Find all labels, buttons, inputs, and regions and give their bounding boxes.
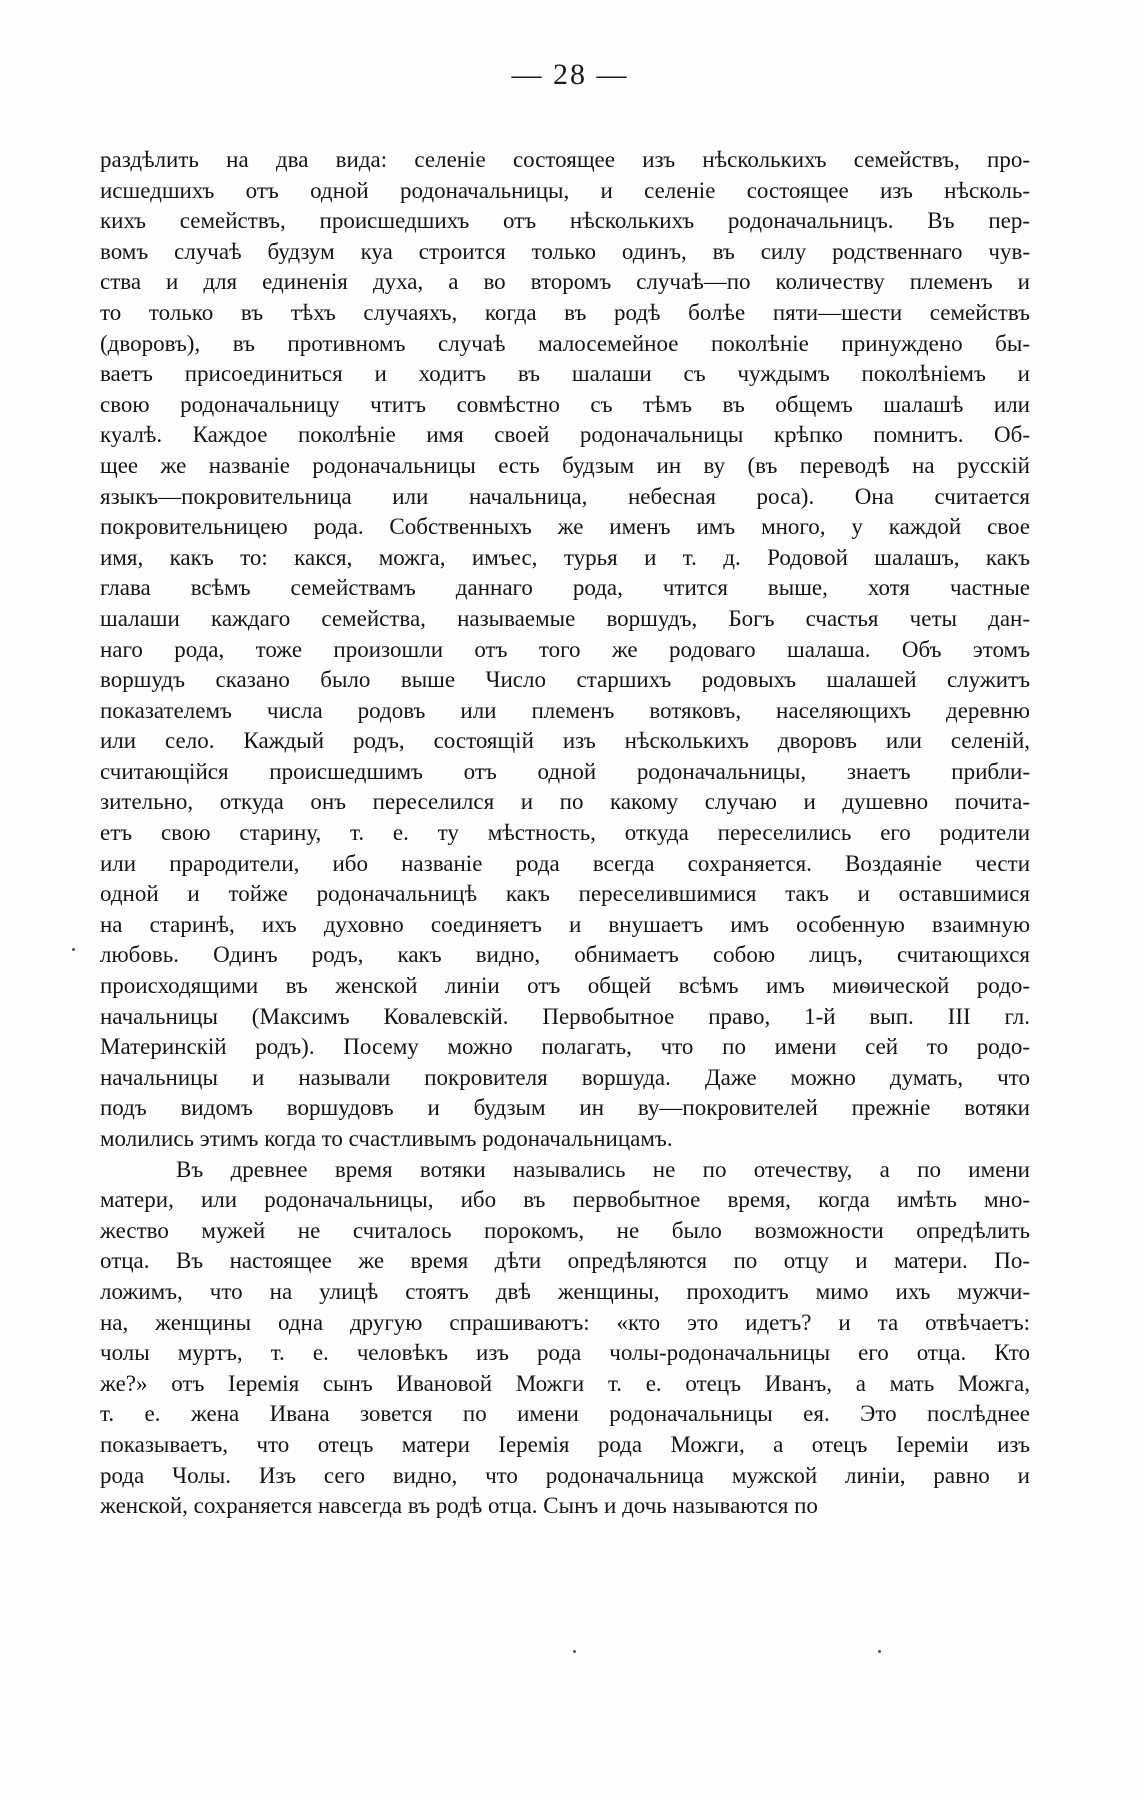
text-line: на старинѣ, ихъ духовно соединяетъ и внушаетъ имъ особенную взаимную	[100, 911, 1030, 937]
text-line: имя, какъ то: какся, можга, имъес, турья и т. д. Родовой шалашъ, какъ	[100, 544, 1030, 570]
text-line: исшедшихъ отъ одной родоначальницы, и селеніе состоящее изъ нѣсколь-	[100, 177, 1030, 203]
text-line: женской, сохраняется навсегда въ родѣ отца. Сынъ и дочь называются по	[100, 1493, 818, 1519]
text-line: ложимъ, что на улицѣ стоятъ двѣ женщины, проходитъ мимо ихъ мужчи-	[100, 1278, 1030, 1304]
text-line: подъ видомъ воршудовъ и будзым ин ву—покровителей прежніе вотяки	[100, 1095, 1030, 1121]
text-line: показателемъ числа родовъ или племенъ вотяковъ, населяющихъ деревню	[100, 697, 1030, 723]
text-line: зительно, откуда онъ переселился и по какому случаю и душевно почита-	[100, 789, 1030, 815]
print-speck	[72, 948, 75, 951]
text-line: же?» отъ Іеремія сынъ Ивановой Можги т. е. отецъ Иванъ, а мать Можга,	[100, 1370, 1030, 1396]
text-line: любовь. Одинъ родъ, какъ видно, обнимаетъ собою лицъ, считающихся	[100, 942, 1030, 968]
paragraph-1	[100, 145, 1030, 1155]
text-line: Въ древнее время вотяки назывались не по отечеству, а по имени	[176, 1156, 1030, 1182]
text-line: происходящими въ женской линіи отъ общей всѣмъ имъ миѳической родо-	[100, 973, 1030, 999]
text-line: матери, или родоначальницы, ибо въ первобытное время, когда имѣть мно-	[100, 1187, 1030, 1213]
text-line: свою родоначальницу чтитъ совмѣстно съ тѣмъ въ общемъ шалашѣ или	[100, 391, 1030, 417]
text-line: ваетъ присоединиться и ходитъ въ шалаши съ чуждымъ поколѣніемъ и	[100, 361, 1030, 387]
text-line: раздѣлить на два вида: селеніе состоящее изъ нѣсколькихъ семействъ, про-	[100, 147, 1030, 172]
text-line: считающійся происшедшимъ отъ одной родоначальницы, знаетъ прибли-	[100, 758, 1030, 784]
paragraph-2	[100, 1155, 1030, 1522]
text-line: или прародители, ибо названіе рода всегда сохраняется. Воздаяніе чести	[100, 850, 1030, 876]
text-line: показываетъ, что отецъ матери Іеремія рода Можги, а отецъ Іереміи изъ	[100, 1431, 1030, 1457]
text-line: воршудъ сказано было выше Число старшихъ родовыхъ шалашей служитъ	[100, 667, 1030, 693]
text-line: наго рода, тоже произошли отъ того же родоваго шалаша. Объ этомъ	[100, 636, 1030, 662]
text-line: етъ свою старину, т. е. ту мѣстность, откуда переселились его родители	[100, 820, 1030, 846]
text-line: шалаши каждаго семейства, называемые воршудъ, Богъ счастья четы дан-	[100, 605, 1030, 631]
text-line: на, женщины одна другую спрашиваютъ: «кто это идетъ? и та отвѣчаетъ:	[100, 1309, 1030, 1335]
print-speck	[878, 1650, 881, 1653]
text-line: рода Чолы. Изъ сего видно, что родоначальница мужской линіи, равно и	[100, 1462, 1030, 1488]
body-text	[100, 145, 1030, 1522]
text-line: вомъ случаѣ будзум куа строится только одинъ, въ силу родственнаго чув-	[100, 238, 1030, 264]
text-line: начальницы и называли покровителя воршуда. Даже можно думать, что	[100, 1064, 1030, 1090]
text-line: молились этимъ когда то счастливымъ родоначальницамъ.	[100, 1126, 673, 1151]
text-line: языкъ—покровительница или начальница, небесная роса). Она считается	[100, 483, 1030, 509]
text-line: отца. Въ настоящее же время дѣти опредѣляются по отцу и матери. По-	[100, 1248, 1030, 1274]
text-line: начальницы (Максимъ Ковалевскій. Первобытное право, 1-й вып. III гл.	[100, 1003, 1030, 1029]
page-number: — 28 —	[511, 58, 629, 91]
text-line: (дворовъ), въ противномъ случаѣ малосемейное поколѣніе принуждено бы-	[100, 330, 1030, 356]
text-line: то только въ тѣхъ случаяхъ, когда въ родѣ болѣе пяти—шести семействъ	[100, 299, 1030, 325]
text-line: глава всѣмъ семействамъ даннаго рода, чтится выше, хотя частные	[100, 575, 1030, 601]
text-line: покровительницею рода. Собственныхъ же именъ имъ много, у каждой свое	[100, 514, 1030, 540]
text-line: ства и для единенія духа, а во второмъ случаѣ—по количеству племенъ и	[100, 269, 1030, 295]
text-line: кихъ семействъ, происшедшихъ отъ нѣсколькихъ родоначальницъ. Въ пер-	[100, 208, 1030, 234]
text-line: Материнскій родъ). Посему можно полагать, что по имени сей то родо-	[100, 1034, 1030, 1060]
text-line: или село. Каждый родъ, состоящій изъ нѣсколькихъ дворовъ или селеній,	[100, 728, 1030, 754]
text-line: куалѣ. Каждое поколѣніе имя своей родоначальницы крѣпко помнитъ. Об-	[100, 422, 1030, 448]
text-line: жество мужей не считалось порокомъ, не было возможности опредѣлить	[100, 1217, 1030, 1243]
text-line: одной и тойже родоначальницѣ какъ переселившимися такъ и оставшимися	[100, 881, 1030, 907]
text-line: чолы муртъ, т. е. человѣкъ изъ рода чолы-родоначальницы его отца. Кто	[100, 1340, 1030, 1366]
print-speck	[573, 1650, 576, 1653]
text-line: т. е. жена Ивана зовется по имени родоначальницы ея. Это послѣднее	[100, 1401, 1030, 1427]
text-line: щее же названіе родоначальницы есть будзым ин ву (въ переводѣ на русскій	[100, 452, 1030, 478]
